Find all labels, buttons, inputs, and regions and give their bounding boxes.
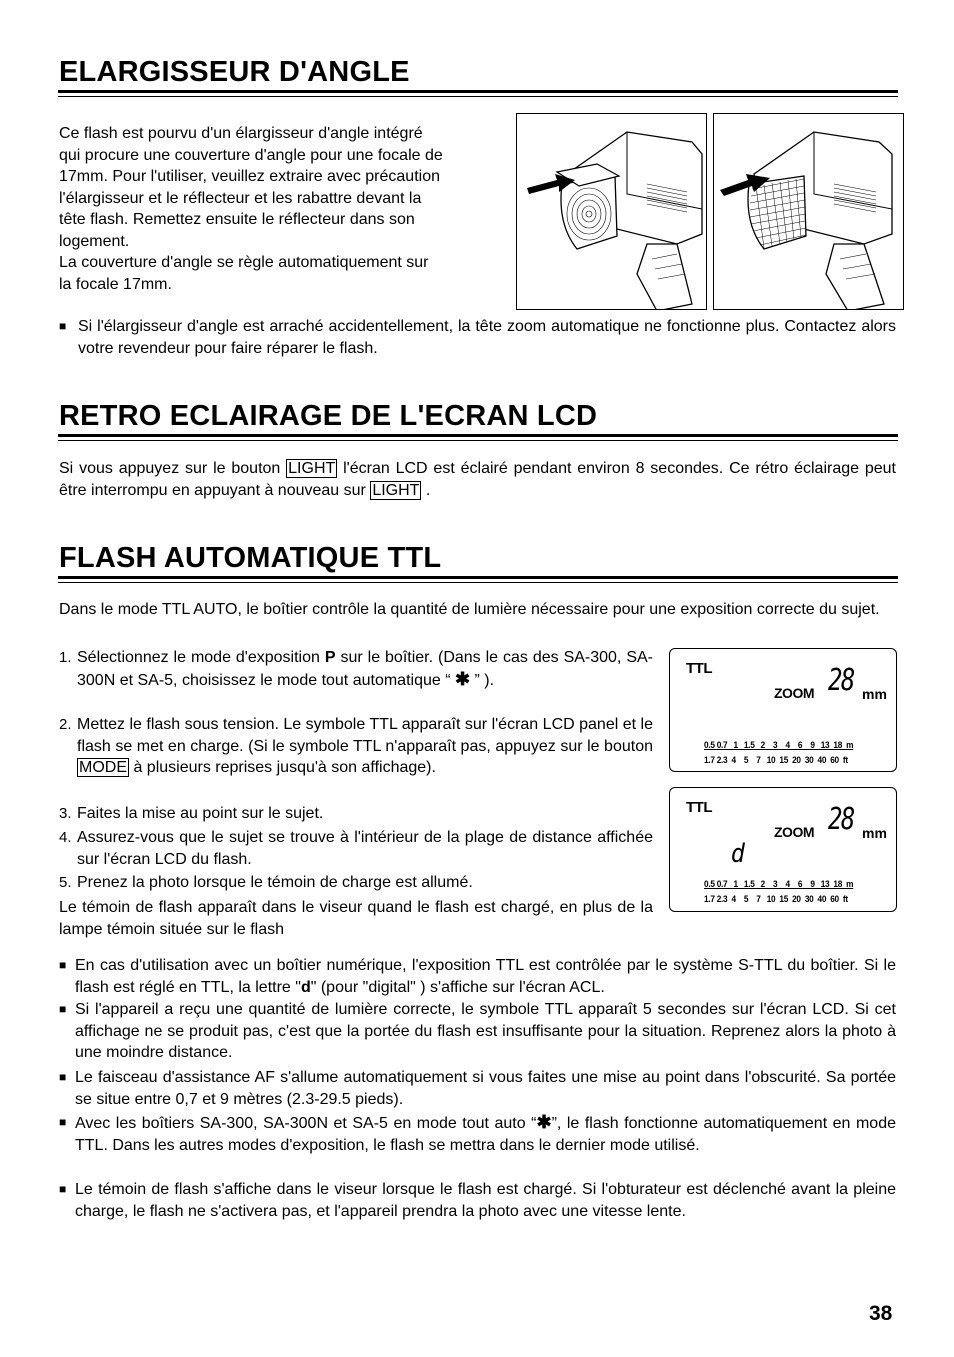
lcd-feet-scale: 1.7 2.3 4 5 7 10 15 20 30 40 60 ft: [704, 755, 848, 765]
bullet-square: ■: [59, 1182, 67, 1196]
text-line: Ce flash est pourvu d'un élargisseur d'angle intégré: [59, 125, 423, 142]
wide-panel-folded-illustration: [713, 113, 904, 310]
lcd-backlight-paragraph: [59, 458, 896, 501]
wide-angle-paragraph: [59, 123, 502, 295]
lcd-meter-scale: 0.5 0.7 1 1.5 2 3 4 6 9 13 18 m: [704, 879, 854, 889]
step-item: [59, 714, 653, 779]
lcd-feet-scale: 1.7 2.3 4 5 7 10 15 20 30 40 60 ft: [704, 894, 848, 904]
step-item: [59, 827, 653, 870]
note-text: En cas d'utilisation avec un boîtier numérique, l'exposition TTL est contrôlée par le système S-TTL du boîtier. Si le flash est réglé en TTL, la lettre ": [75, 957, 896, 996]
light-button-label: LIGHT: [288, 460, 336, 477]
text-line: l'élargisseur et le réflecteur et les rabattre devant la: [59, 189, 422, 207]
step-item: [59, 803, 653, 825]
bullet-square: ■: [59, 958, 67, 972]
text-line: logement.: [59, 232, 130, 250]
step-number: 1.: [59, 649, 72, 666]
lcd-panel-ttl: [669, 648, 897, 772]
flash-ready-paragraph: Le témoin de flash apparaît dans le viseur quand le flash est chargé, en plus de la lampe témoin située sur le flash: [59, 899, 653, 938]
lcd-focal-length: 28: [828, 663, 854, 698]
step-number: 5.: [59, 874, 72, 891]
lcd-focal-length: 28: [828, 802, 854, 837]
step-text: Prenez la photo lorsque le témoin de charge est allumé.: [77, 874, 473, 891]
text-segment: l'écran LCD est éclairé pendant environ 8 secondes. Ce rétro éclairage peut être interrompu en appuyant à nouveau sur: [59, 460, 896, 499]
lcd-ttl-indicator: TTL: [686, 660, 712, 677]
ttl-intro-paragraph: Dans le mode TTL AUTO, le boîtier contrôle la quantité de lumière nécessaire pour une exposition correcte du sujet.: [59, 601, 880, 618]
text-segment: Si vous appuyez sur le bouton: [59, 460, 287, 477]
note-text: Si l'élargisseur d'angle est arraché accidentellement, la tête zoom automatique ne fonctionne plus. Contactez alors votre revendeur pour faire réparer le flash.: [78, 318, 896, 357]
section-title-lcd-backlight: RETRO ECLAIRAGE DE L'ECRAN LCD: [59, 400, 598, 432]
text-line: tête flash. Remettez ensuite le réflecteur dans son: [59, 211, 415, 228]
step-number: 4.: [59, 829, 72, 846]
mode-p-label: P: [324, 649, 336, 666]
text-line: 17mm. Pour l'utiliser, veuillez extraire avec précaution: [59, 168, 440, 185]
note-text: ”, le flash fonctionne automatiquement en mode TTL. Dans les autres modes d'exposition, le flash se mettra dans le dernier mode utilisé.: [75, 1115, 896, 1154]
step-text: à plusieurs reprises jusqu'à son affichage).: [129, 759, 436, 776]
step-number: 3.: [59, 805, 72, 822]
mode-button-label: MODE: [79, 759, 127, 776]
note-text: Le témoin de flash s'affiche dans le viseur lorsque le flash est chargé. Si l'obturateur est déclenché avant la pleine charge, le flash ne s'activera pas, et l'appareil prendra la photo avec une vitesse lente.: [75, 1181, 896, 1220]
bullet-square: ■: [59, 319, 67, 333]
flash-head-panel-drawing: [714, 114, 898, 310]
step-number: 2.: [59, 716, 72, 733]
auto-mode-star-icon: ✱: [454, 668, 471, 689]
text-line: la focale 17mm.: [59, 275, 172, 293]
wide-panel-extract-illustration: [516, 113, 707, 310]
ttl-note-item: [59, 999, 896, 1064]
ttl-note-item: [59, 1067, 896, 1110]
section-rule: [58, 434, 898, 441]
auto-mode-star-icon: ✱: [536, 1112, 552, 1132]
text-line: La couverture d'angle se règle automatiquement sur: [59, 254, 429, 271]
lcd-digital-indicator: d: [730, 839, 745, 869]
lcd-meter-scale: 0.5 0.7 1 1.5 2 3 4 6 9 13 18 m: [704, 740, 854, 750]
light-button-label: LIGHT: [372, 481, 420, 499]
lcd-zoom-label: ZOOM: [774, 824, 814, 840]
section-title-wide-angle: ELARGISSEUR D'ANGLE: [59, 56, 410, 88]
note-text: Si l'appareil a reçu une quantité de lumière correcte, le symbole TTL apparaît 5 secondes sur l'écran LCD. Si cet affichage ne se produit pas, c'est que la portée du flash est insuffisante pour la situation. Reprenez alors la photo à une moindre distance.: [75, 1001, 896, 1061]
step-text: Mettez le flash sous tension. Le symbole TTL apparaît sur l'écran LCD panel et le flash se met en charge. (Si le symbole TTL n'apparaît pas, appuyez sur le bouton: [77, 716, 653, 755]
lcd-ttl-indicator: TTL: [686, 799, 712, 816]
note-text: Avec les boîtiers SA-300, SA-300N et SA-5 en mode tout auto “: [75, 1115, 537, 1132]
step-text: ” ).: [470, 671, 495, 689]
step-item: [59, 647, 653, 691]
wide-angle-warning-note: [59, 316, 896, 359]
section-rule: [58, 576, 898, 583]
step-text: Assurez-vous que le sujet se trouve à l'intérieur de la plage de distance affichée sur l'écran LCD du flash.: [77, 829, 653, 868]
page-number: 38: [869, 1302, 893, 1325]
lcd-zoom-label: ZOOM: [774, 685, 814, 701]
flash-head-drawing: [517, 114, 707, 310]
step-text: sur le boîtier. (Dans le cas des SA-300, SA-300N et SA-5, choisissez le mode tout automatique “: [77, 649, 654, 689]
text-line: qui procure une couverture d'angle pour une focale de: [59, 146, 443, 164]
step-text: Faites la mise au point sur le sujet.: [77, 805, 324, 822]
bullet-square: ■: [59, 1002, 67, 1016]
digital-letter-label: d: [300, 978, 311, 996]
lcd-unit: mm: [862, 825, 887, 841]
bullet-square: ■: [59, 1070, 67, 1084]
section-title-ttl-flash: FLASH AUTOMATIQUE TTL: [59, 542, 442, 574]
note-text: " (pour "digital" ) s'affiche sur l'écran ACL.: [310, 978, 605, 996]
ttl-note-item: [59, 955, 896, 998]
note-text: Le faisceau d'assistance AF s'allume automatiquement si vous faites une mise au point dans l'obscurité. Sa portée se situe entre 0,7 et 9 mètres (2.3-29.5 pieds).: [75, 1069, 896, 1108]
lcd-unit: mm: [862, 686, 887, 702]
lcd-panel-ttl-digital: [669, 787, 897, 912]
ttl-note-item: [59, 1112, 896, 1156]
step-item: [59, 872, 653, 894]
text-segment: .: [421, 481, 431, 499]
ttl-note-item: [59, 1179, 896, 1222]
bullet-square: ■: [59, 1115, 67, 1129]
step-text: Sélectionnez le mode d'exposition: [77, 649, 325, 666]
section-rule: [58, 90, 898, 97]
